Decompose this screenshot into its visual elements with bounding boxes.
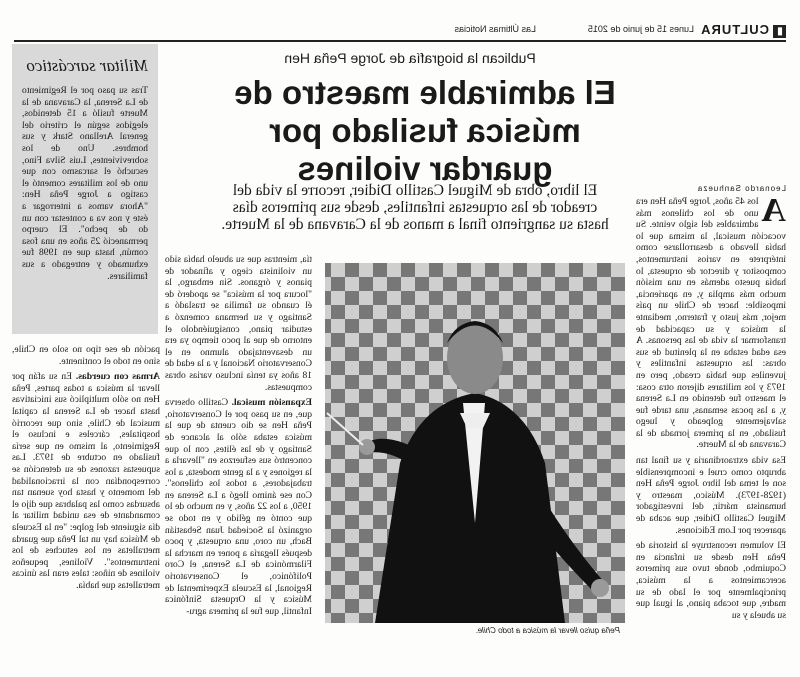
article-column-2 xyxy=(165,254,312,621)
body-paragraph: pación de ese tipo no solo en Chile, sino en todo el continente. xyxy=(12,344,160,367)
section-label: ▮CULTURA xyxy=(700,22,786,38)
subheading: Expansión musical. xyxy=(231,397,312,409)
body-paragraph: Esa vida extraordinaria y su final tan abrupto como cruel e incomprensible son el tema del libro Jorge Peña Hen (1928-1973). Músico, maestro y humanista mártir, del investigador Miguel Castillo Didier, que acaba de aparecer por Lom Ediciones. xyxy=(636,455,786,536)
article-byline: Leonardo Sanhueza xyxy=(696,184,786,193)
conductor-photo xyxy=(325,263,625,623)
body-paragraph: El volumen reconstruye la historia de Peña Hen desde su infancia en Coquimbo, donde tuvo sus primeros acercamientos a la música, principalmente por el lado de su madre, que tocaba piano, al igual que su abuela y su xyxy=(636,540,786,621)
section-icon: ▮ xyxy=(773,25,786,38)
sidebar-box xyxy=(12,44,158,334)
header-publication: Las Últimas Noticias xyxy=(454,24,536,34)
article-column-3 xyxy=(12,344,160,595)
sidebar-title: Militar sarcástico xyxy=(26,56,148,75)
article-kicker: Publican la biografía de Jorge Peña Hen xyxy=(284,50,536,66)
drop-cap: A xyxy=(761,192,786,229)
photo-caption: Peña quiso llevar la música a todo Chile. xyxy=(475,626,620,635)
article-column-1 xyxy=(636,192,786,625)
article-deck: El libro, obra de Miguel Castillo Didier, recorre la vida del creador de las orquestas infantiles, desde sus primeros días hasta su sangriento final a manos de la Caravana de la Muerte. xyxy=(221,182,609,233)
page-header xyxy=(14,22,786,42)
body-paragraph: tía, mientras que su abuelo había sido un violinista ciego y afinador de pianos y órganos. Sin embargo, la "locura por la música" se apoderó de él cuando su familia se trasladó a Santiago y su hermana comenzó a estudiar piano, consiguiéndolo el entorno de que al poco tiempo ya era un desaventajado alumno en el Conservatorio Nacional y a la edad de 18 años ya tenía incluso varias obras compuestas. xyxy=(165,254,312,393)
subheading: Armas con cuerdas. xyxy=(75,371,160,383)
header-date: Lunes 15 de junio de 2015 xyxy=(587,24,694,34)
body-paragraph: Armas con cuerdas. En su afán por llevar la música a todas partes, Peña Hen no sólo multiplicó sus iniciativas hasta hacer de La Serena la capital musical de Chile, sino que recorrió hospitales, cárceles e incluso el Regimiento, al mismo en que sería fusilado en octubre de 1973. Las supuestas razones de su detención se correspondían con la irracionalidad del momento y hasta hoy suenan tan absurdas como las palabras que dijo el comandante de esa unidad militar al día siguiente del golpe: "en la Escuela de Música hay un tal Peña que guarda metralletas en los estuches de los instrumentos". Violines, pequeños violines de niños: tales eran las únicas metralletas que había. xyxy=(12,371,160,591)
conductor-illustration xyxy=(325,263,625,623)
article-headline: El admirable maestro de música fusilado por guardar violines xyxy=(234,74,616,187)
body-paragraph: los 45 años, Jorge Peña Hen era uno de los chilenos más admirables del siglo veinte. Su vocación musical, la misma que lo había llevado a desarrollarse como intérprete en varios instrumentos, compositor y director de orquesta, lo había puesto además en una misión mucho más amplia y, en apariencia, imposible: hacer de Chile un país mejor, más justo y fraterno, mediante la música y su capacidad de transformar la vida de las personas. A esa edad estaba en la plenitud de sus obras: las orquestas infantiles y juveniles que había creado, pero en 1973 y los militares dijeron otra cosa: el maestro fue detenido en La Serena y, a las pocas semanas, una tarde fue salvajemente golpeado y luego fusilado, en la primera jornada de la Caravana de la Muerte. xyxy=(636,196,786,451)
sidebar-body: Tras su paso por el Regimiento de La Serena, la Caravana de la Muerte fusiló a 15 detenidos, elegidos según el criterio del general Arellano Stark y sus hombres. Uno de los sobrevivientes, Luis Silva Fino, escuchó el sarcasmo con que uno de los militares comentó el castigo a Jorge Peña Hen: "Ahora vamos a interrogar a éste y nos va a contestar con un do de pecho". El cuerpo permaneció 25 años en una fosa común, hasta que en 1998 fue exhumado y entregado a sus familiares. xyxy=(22,85,148,282)
body-paragraph: Expansión musical. Castillo observa que, en su paso por el Conservatorio, Peña Hen se dio cuenta de que la música estaba sólo al alcance de Santiago y de las élites, con lo que concentró sus esfuerzos en "llevarla a la regiones y a la gente modesta, a los trabajadores, a todos los chilenos". Con ese ánimo llegó a La Serena en 1950, a los 22 años, y en mucho de lo que contó en gélido y en todo se organizó la Sociedad Juan Sebastián Bach, un coro, una orquesta, y poco después llegaría a poner en marcha la Filarmónica de La Serena, el Coro Polifónico, el Conservatorio Regional, la Escuela Experimental de Música y la Orquesta Sinfónica Infantil, que fue la primera agru- xyxy=(165,397,312,617)
